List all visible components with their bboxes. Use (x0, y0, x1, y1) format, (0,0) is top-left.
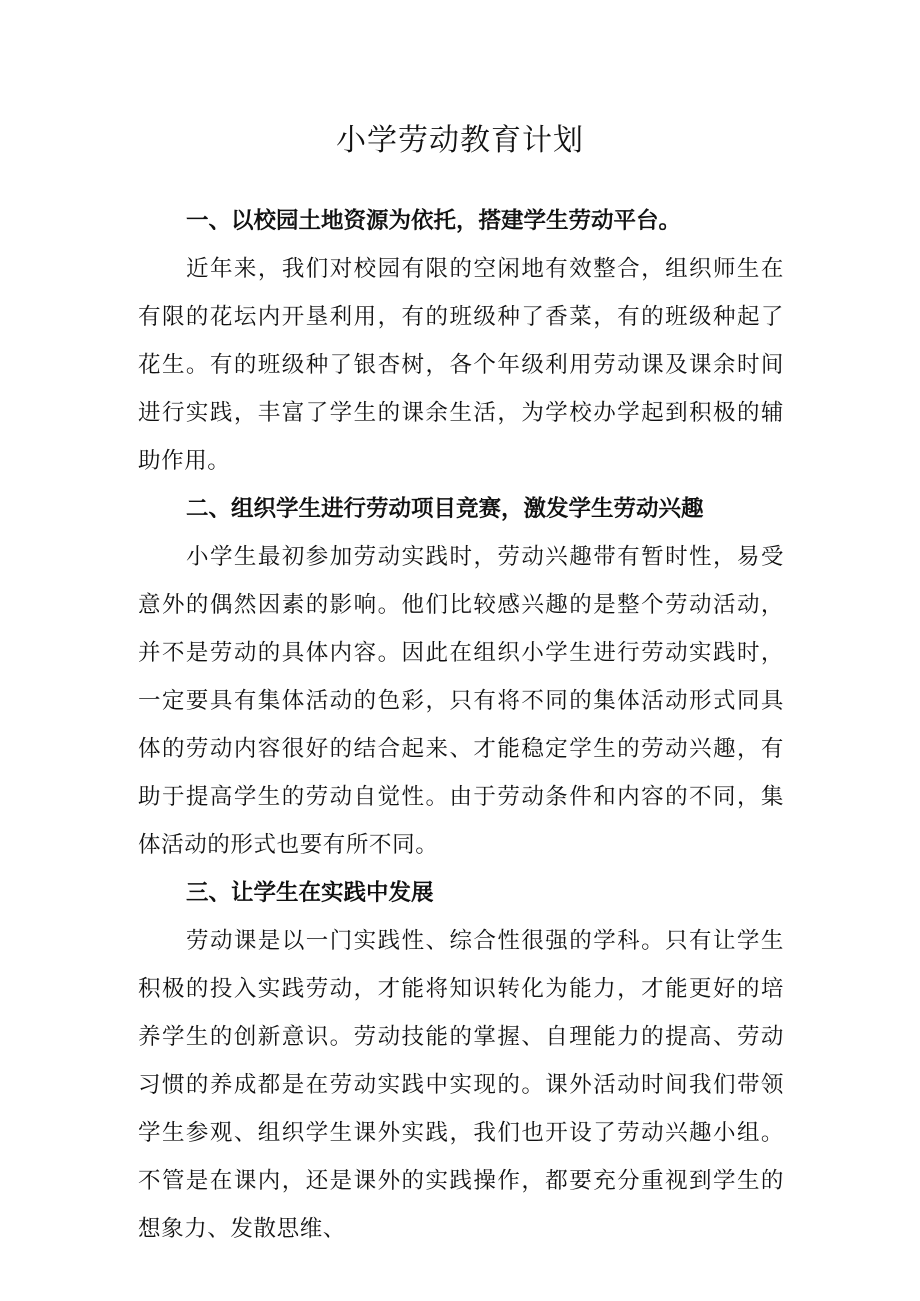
section-2 (138, 485, 784, 869)
section-heading: 二、组织学生进行劳动项目竞赛，激发学生劳动兴趣 (186, 496, 704, 522)
document-title: 小学劳动教育计划 (336, 123, 584, 158)
section-paragraph: 近年来，我们对校园有限的空闲地有效整合，组织师生在有限的花坛内开垦利用，有的班级种了香菜，有的班级种起了花生。有的班级种了银杏树，各个年级利用劳动课及课余时间进行实践，丰富了学生的课余生活，为学校办学起到积极的辅助作用。 (138, 256, 784, 474)
section-heading: 三、让学生在实践中发展 (186, 880, 434, 906)
section-3 (138, 869, 784, 1253)
section-paragraph: 劳动课是以一门实践性、综合性很强的学科。只有让学生积极的投入实践劳动，才能将知识转化为能力，才能更好的培养学生的创新意识。劳动技能的掌握、自理能力的提高、劳动习惯的养成都是在劳动实践中实现的。课外活动时间我们带领学生参观、组织学生课外实践，我们也开设了劳动兴趣小组。不管是在课内，还是课外的实践操作，都要充分重视到学生的想象力、发散思维、 (138, 928, 784, 1242)
document-body (138, 197, 784, 1253)
section-heading: 一、以校园土地资源为依托，搭建学生劳动平台。 (186, 208, 682, 234)
section-1 (138, 197, 784, 485)
section-paragraph: 小学生最初参加劳动实践时，劳动兴趣带有暂时性，易受意外的偶然因素的影响。他们比较感兴趣的是整个劳动活动，并不是劳动的具体内容。因此在组织小学生进行劳动实践时，一定要具有集体活动的色彩，只有将不同的集体活动形式同具体的劳动内容很好的结合起来、才能稳定学生的劳动兴趣，有助于提高学生的劳动自觉性。由于劳动条件和内容的不同，集体活动的形式也要有所不同。 (138, 544, 784, 858)
